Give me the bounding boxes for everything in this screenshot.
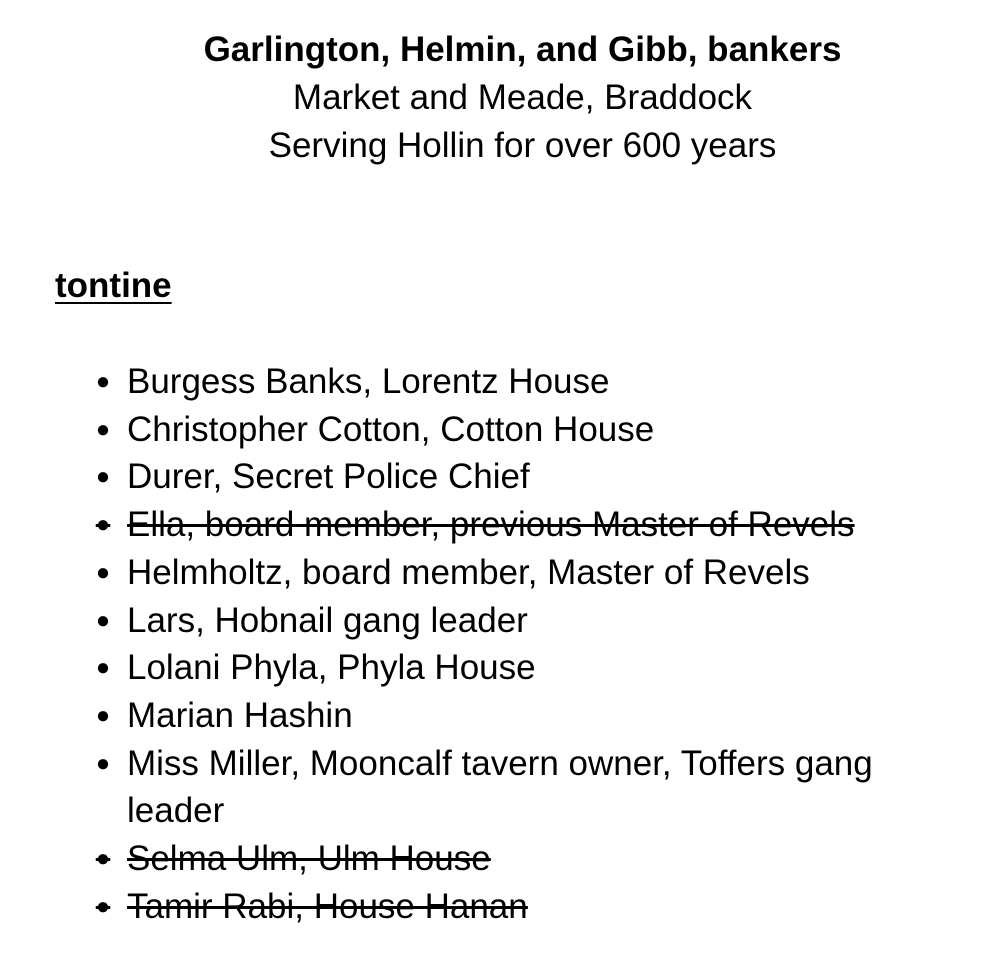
bullet-icon: ● [95,463,111,491]
bank-tagline: Serving Hollin for over 600 years [268,126,777,165]
list-item [0,597,1001,645]
bullet-icon: ● [95,558,111,586]
list-item [0,883,1001,931]
list-item [0,740,1001,835]
list-item-text: Tamir Rabi, House Hanan [127,886,528,926]
list-item [0,549,1001,597]
bullet-icon: ● [95,606,111,634]
bullet-icon: ● [95,368,111,395]
bullet-icon: ● [95,511,111,539]
list-item-text: Christopher Cotton, Cotton House [127,409,655,449]
bullet-icon: ● [95,892,111,920]
list-item-text: Helmholtz, board member, Master of Revels [127,552,810,592]
list-item-text: Miss Miller, Mooncalf tavern owner, Toffers gang leader [127,743,873,831]
list-item-text: Marian Hashin [127,695,353,735]
bullet-icon: ● [95,654,111,682]
list-item-text: Lars, Hobnail gang leader [127,600,528,640]
list-item-text: Lolani Phyla, Phyla House [127,648,536,688]
bullet-icon: ● [95,415,111,443]
list-item-text: Durer, Secret Police Chief [127,457,530,497]
list-item [0,501,1001,549]
list-item [0,358,1001,406]
list-item-text: Selma Ulm, Ulm House [127,839,491,879]
list-item [0,835,1001,883]
list-item [0,453,1001,501]
bullet-icon: ● [95,749,111,777]
list-item [0,692,1001,740]
letterhead [22,26,1001,170]
list-item [0,644,1001,692]
list-item-text: Ella, board member, previous Master of Revels [127,505,855,545]
bullet-icon: ● [95,845,111,873]
member-list [0,358,1001,930]
bank-name: Garlington, Helmin, and Gibb, bankers [203,30,842,69]
list-item-text: Burgess Banks, Lorentz House [127,362,610,401]
section-heading: tontine [55,266,172,305]
list-item [0,406,1001,454]
bullet-icon: ● [95,701,111,729]
bank-address: Market and Meade, Braddock [292,78,753,117]
